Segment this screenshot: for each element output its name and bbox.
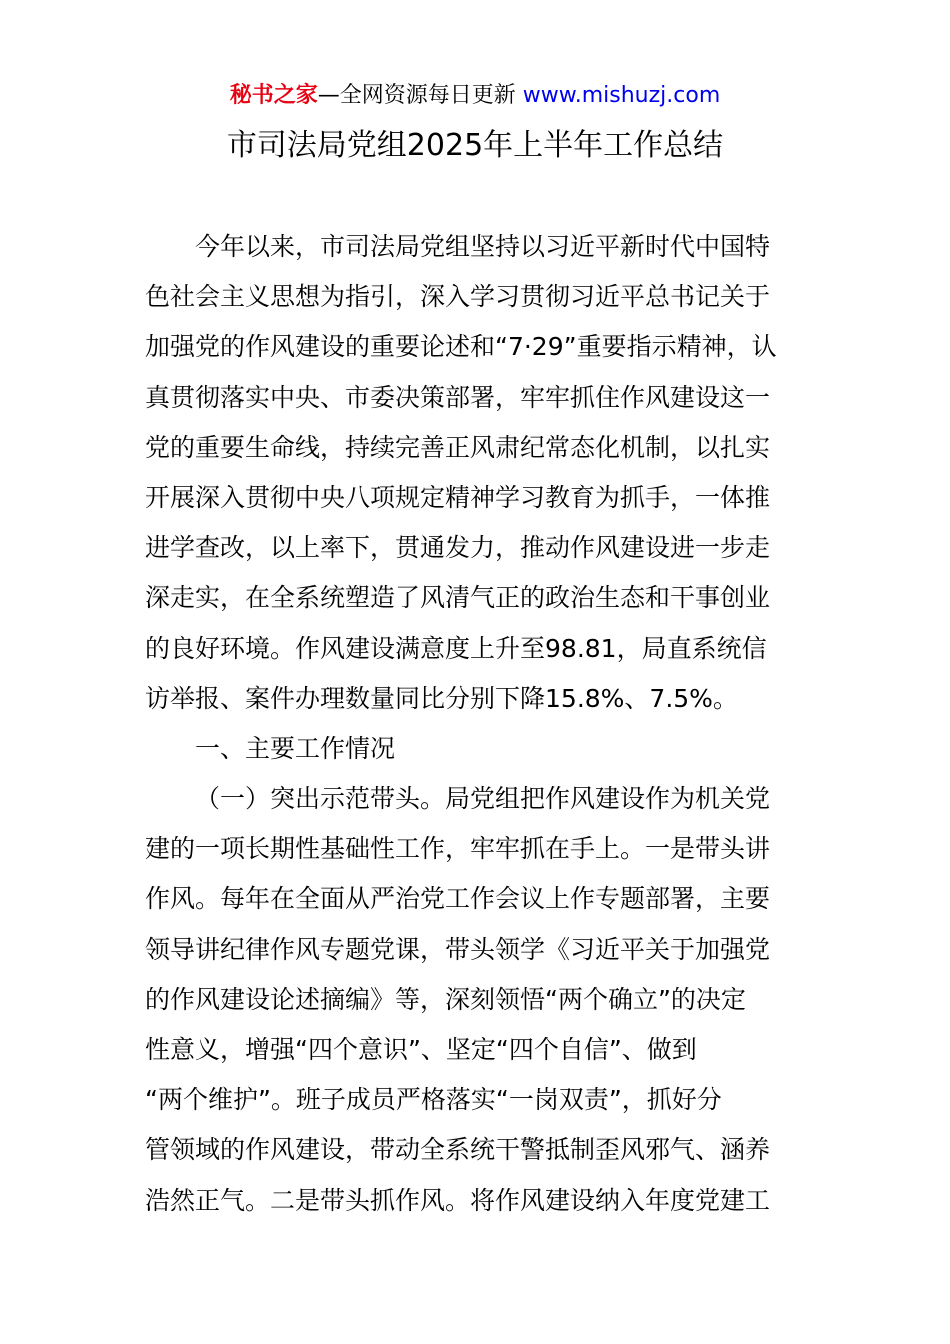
site-header [0, 80, 950, 112]
paragraph-line: 建的一项长期性基础性工作，牢牢抓在手上。一是带头讲 [145, 834, 771, 864]
paragraph-line: 管领域的作风建设，带动全系统干警抵制歪风邪气、涵养 [145, 1135, 771, 1165]
brand-name: 秘书之家 [229, 83, 318, 108]
paragraph-line: 作风。每年在全面从严治党工作会议上作专题部署，主要 [145, 884, 771, 914]
paragraph-line: “两个维护”。班子成员严格落实“一岗双责”，抓好分 [145, 1085, 722, 1115]
document-title: 市司法局党组2025年上半年工作总结 [226, 128, 724, 163]
paragraph-line: 开展深入贯彻中央八项规定精神学习教育为抓手，一体推 [145, 482, 771, 512]
paragraph-line: 今年以来，市司法局党组坚持以习近平新时代中国特 [195, 232, 771, 261]
paragraph-line: （一）突出示范带头。局党组把作风建设作为机关党 [195, 784, 771, 814]
paragraph-line: 访举报、案件办理数量同比分别下降15.8%、7.5%。 [145, 683, 738, 713]
paragraph-line: 的良好环境。作风建设满意度上升至98.81，局直系统信 [145, 633, 767, 663]
paragraph-line: 真贯彻落实中央、市委决策部署，牢牢抓住作风建设这一 [145, 382, 771, 412]
document-body [145, 222, 810, 1226]
paragraph-line: 领导讲纪律作风专题党课，带头领学《习近平关于加强党 [145, 934, 771, 964]
site-url-link[interactable]: www.mishuzj.com [522, 83, 721, 108]
paragraph-line: 性意义，增强“四个意识”、坚定“四个自信”、做到 [145, 1035, 697, 1064]
site-slogan: —全网资源每日更新 [317, 83, 523, 108]
paragraph-line: 浩然正气。二是带头抓作风。将作风建设纳入年度党建工 [145, 1185, 771, 1215]
paragraph-line: 深走实，在全系统塑造了风清气正的政治生态和干事创业 [145, 583, 771, 613]
paragraph-line: 党的重要生命线，持续完善正风肃纪常态化机制，以扎实 [145, 432, 771, 462]
paragraph-line: 进学查改，以上率下，贯通发力，推动作风建设进一步走 [145, 533, 771, 563]
paragraph-line: 色社会主义思想为指引，深入学习贯彻习近平总书记关于 [145, 282, 771, 312]
paragraph-line: 加强党的作风建设的重要论述和“7·29”重要指示精神，认 [145, 332, 777, 362]
paragraph-line: 的作风建设论述摘编》等，深刻领悟“两个确立”的决定 [145, 984, 746, 1014]
section-heading: 一、主要工作情况 [195, 733, 396, 763]
